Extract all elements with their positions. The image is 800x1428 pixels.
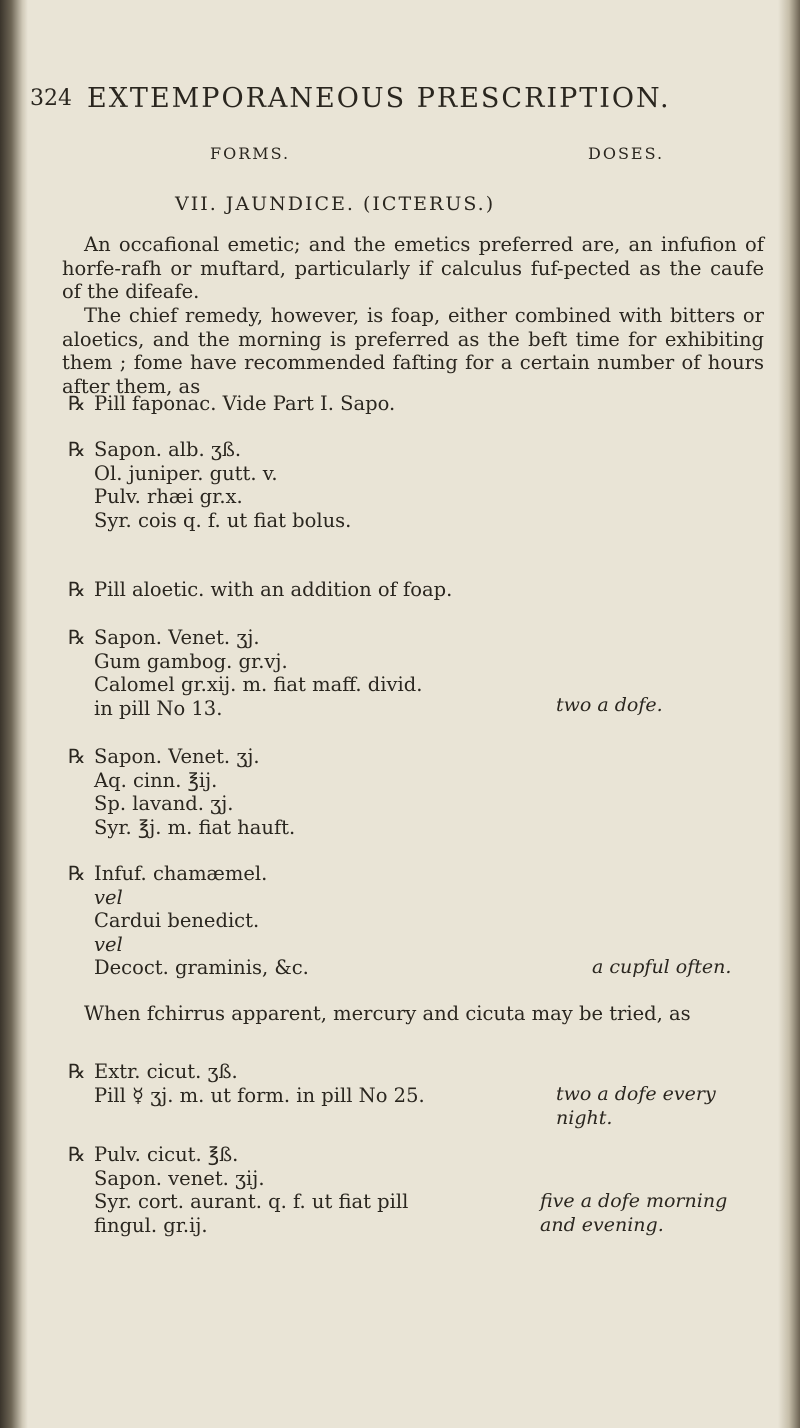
rx-line: Aq. cinn. ℥ij. xyxy=(94,768,218,792)
rx-line: Pill aloetic. with an addition of foap. xyxy=(94,578,453,601)
column-head-forms: FORMS. xyxy=(210,144,291,163)
section-title: VII. JAUNDICE. (ICTERUS.) xyxy=(175,193,496,215)
dose-rx-4: two a dofe. xyxy=(556,694,663,716)
prescription-3 xyxy=(68,578,452,602)
rx-line: Decoct. graminis, &c. xyxy=(94,956,309,979)
rx-line: Ol. juniper. gutt. v. xyxy=(94,461,278,485)
rx-line: Sapon. Venet. ʒj. xyxy=(94,745,260,768)
rx-symbol: ℞ xyxy=(68,1143,86,1166)
rx-line: Calomel gr.xij. m. fiat maff. divid. xyxy=(94,673,423,696)
rx-symbol: ℞ xyxy=(68,438,86,461)
running-title: EXTEMPORANEOUS PRESCRIPTION. xyxy=(87,83,671,114)
rx-line: Pill ☿ ʒj. m. ut form. in pill No 25. xyxy=(94,1083,425,1107)
dose-line: five a dofe morning xyxy=(540,1190,728,1212)
dose-line: and evening. xyxy=(540,1213,664,1236)
rx-line: Sapon. Venet. ʒj. xyxy=(94,626,260,649)
rx-line: Syr. ℥j. m. fiat hauft. xyxy=(94,815,296,839)
column-head-doses: DOSES. xyxy=(588,144,665,163)
page-number: 324 xyxy=(30,86,72,111)
dose-line: night. xyxy=(556,1106,613,1129)
rx-line: Sapon. venet. ʒij. xyxy=(94,1166,265,1190)
prescription-5 xyxy=(68,745,295,839)
dose-rx-6: a cupful often. xyxy=(592,956,732,978)
book-gutter xyxy=(0,0,28,1428)
rx-symbol: ℞ xyxy=(68,745,86,768)
page-edge xyxy=(778,0,800,1428)
rx-line: in pill No 13. xyxy=(94,696,223,720)
dose-line: two a dofe every xyxy=(556,1083,716,1105)
rx-line: Infuf. chamæmel. xyxy=(94,862,268,885)
rx-line: Pulv. cicut. ℥ß. xyxy=(94,1143,239,1166)
prescription-8 xyxy=(68,1143,408,1237)
rx-symbol: ℞ xyxy=(68,626,86,649)
rx-line: Pulv. rhæi gr.x. xyxy=(94,485,243,508)
intro-paragraph-2: The chief remedy, however, is foap, either combined with bitters or aloetics, and the morning is preferred as the beft time for exhibiting them ; fome have recommended fafting for a certain number of hours after them, as xyxy=(62,304,764,398)
dose-rx-8 xyxy=(540,1190,727,1237)
rx-symbol: ℞ xyxy=(68,578,86,601)
rx-symbol: ℞ xyxy=(68,862,86,885)
rx-line: Extr. cicut. ʒß. xyxy=(94,1060,238,1083)
prescription-4 xyxy=(68,626,422,720)
rx-symbol: ℞ xyxy=(68,392,86,415)
rx-line: Sapon. alb. ʒß. xyxy=(94,438,242,461)
rx-line: Pill faponac. Vide Part I. Sapo. xyxy=(94,392,396,415)
mid-paragraph: When fchirrus apparent, mercury and cicuta may be tried, as xyxy=(84,1002,691,1025)
prescription-7 xyxy=(68,1060,425,1107)
rx-line: Cardui benedict. xyxy=(94,909,260,932)
prescription-2 xyxy=(68,438,351,532)
rx-line: fingul. gr.ij. xyxy=(94,1213,208,1237)
rx-symbol: ℞ xyxy=(68,1060,86,1083)
rx-line: Syr. cort. aurant. q. f. ut fiat pill xyxy=(94,1190,409,1213)
prescription-6 xyxy=(68,862,309,980)
intro-paragraph-1: An occafional emetic; and the emetics preferred are, an infufion of horfe-rafh or muftard, particularly if calculus fuf-pected as the caufe of the difeafe. xyxy=(62,233,764,303)
rx-line: Syr. cois q. f. ut fiat bolus. xyxy=(94,508,352,532)
rx-line: vel xyxy=(94,932,123,956)
dose-rx-7 xyxy=(556,1083,716,1130)
rx-line: vel xyxy=(94,885,123,909)
prescription-1 xyxy=(68,392,395,416)
rx-line: Gum gambog. gr.vj. xyxy=(94,649,288,673)
rx-line: Sp. lavand. ʒj. xyxy=(94,792,234,815)
